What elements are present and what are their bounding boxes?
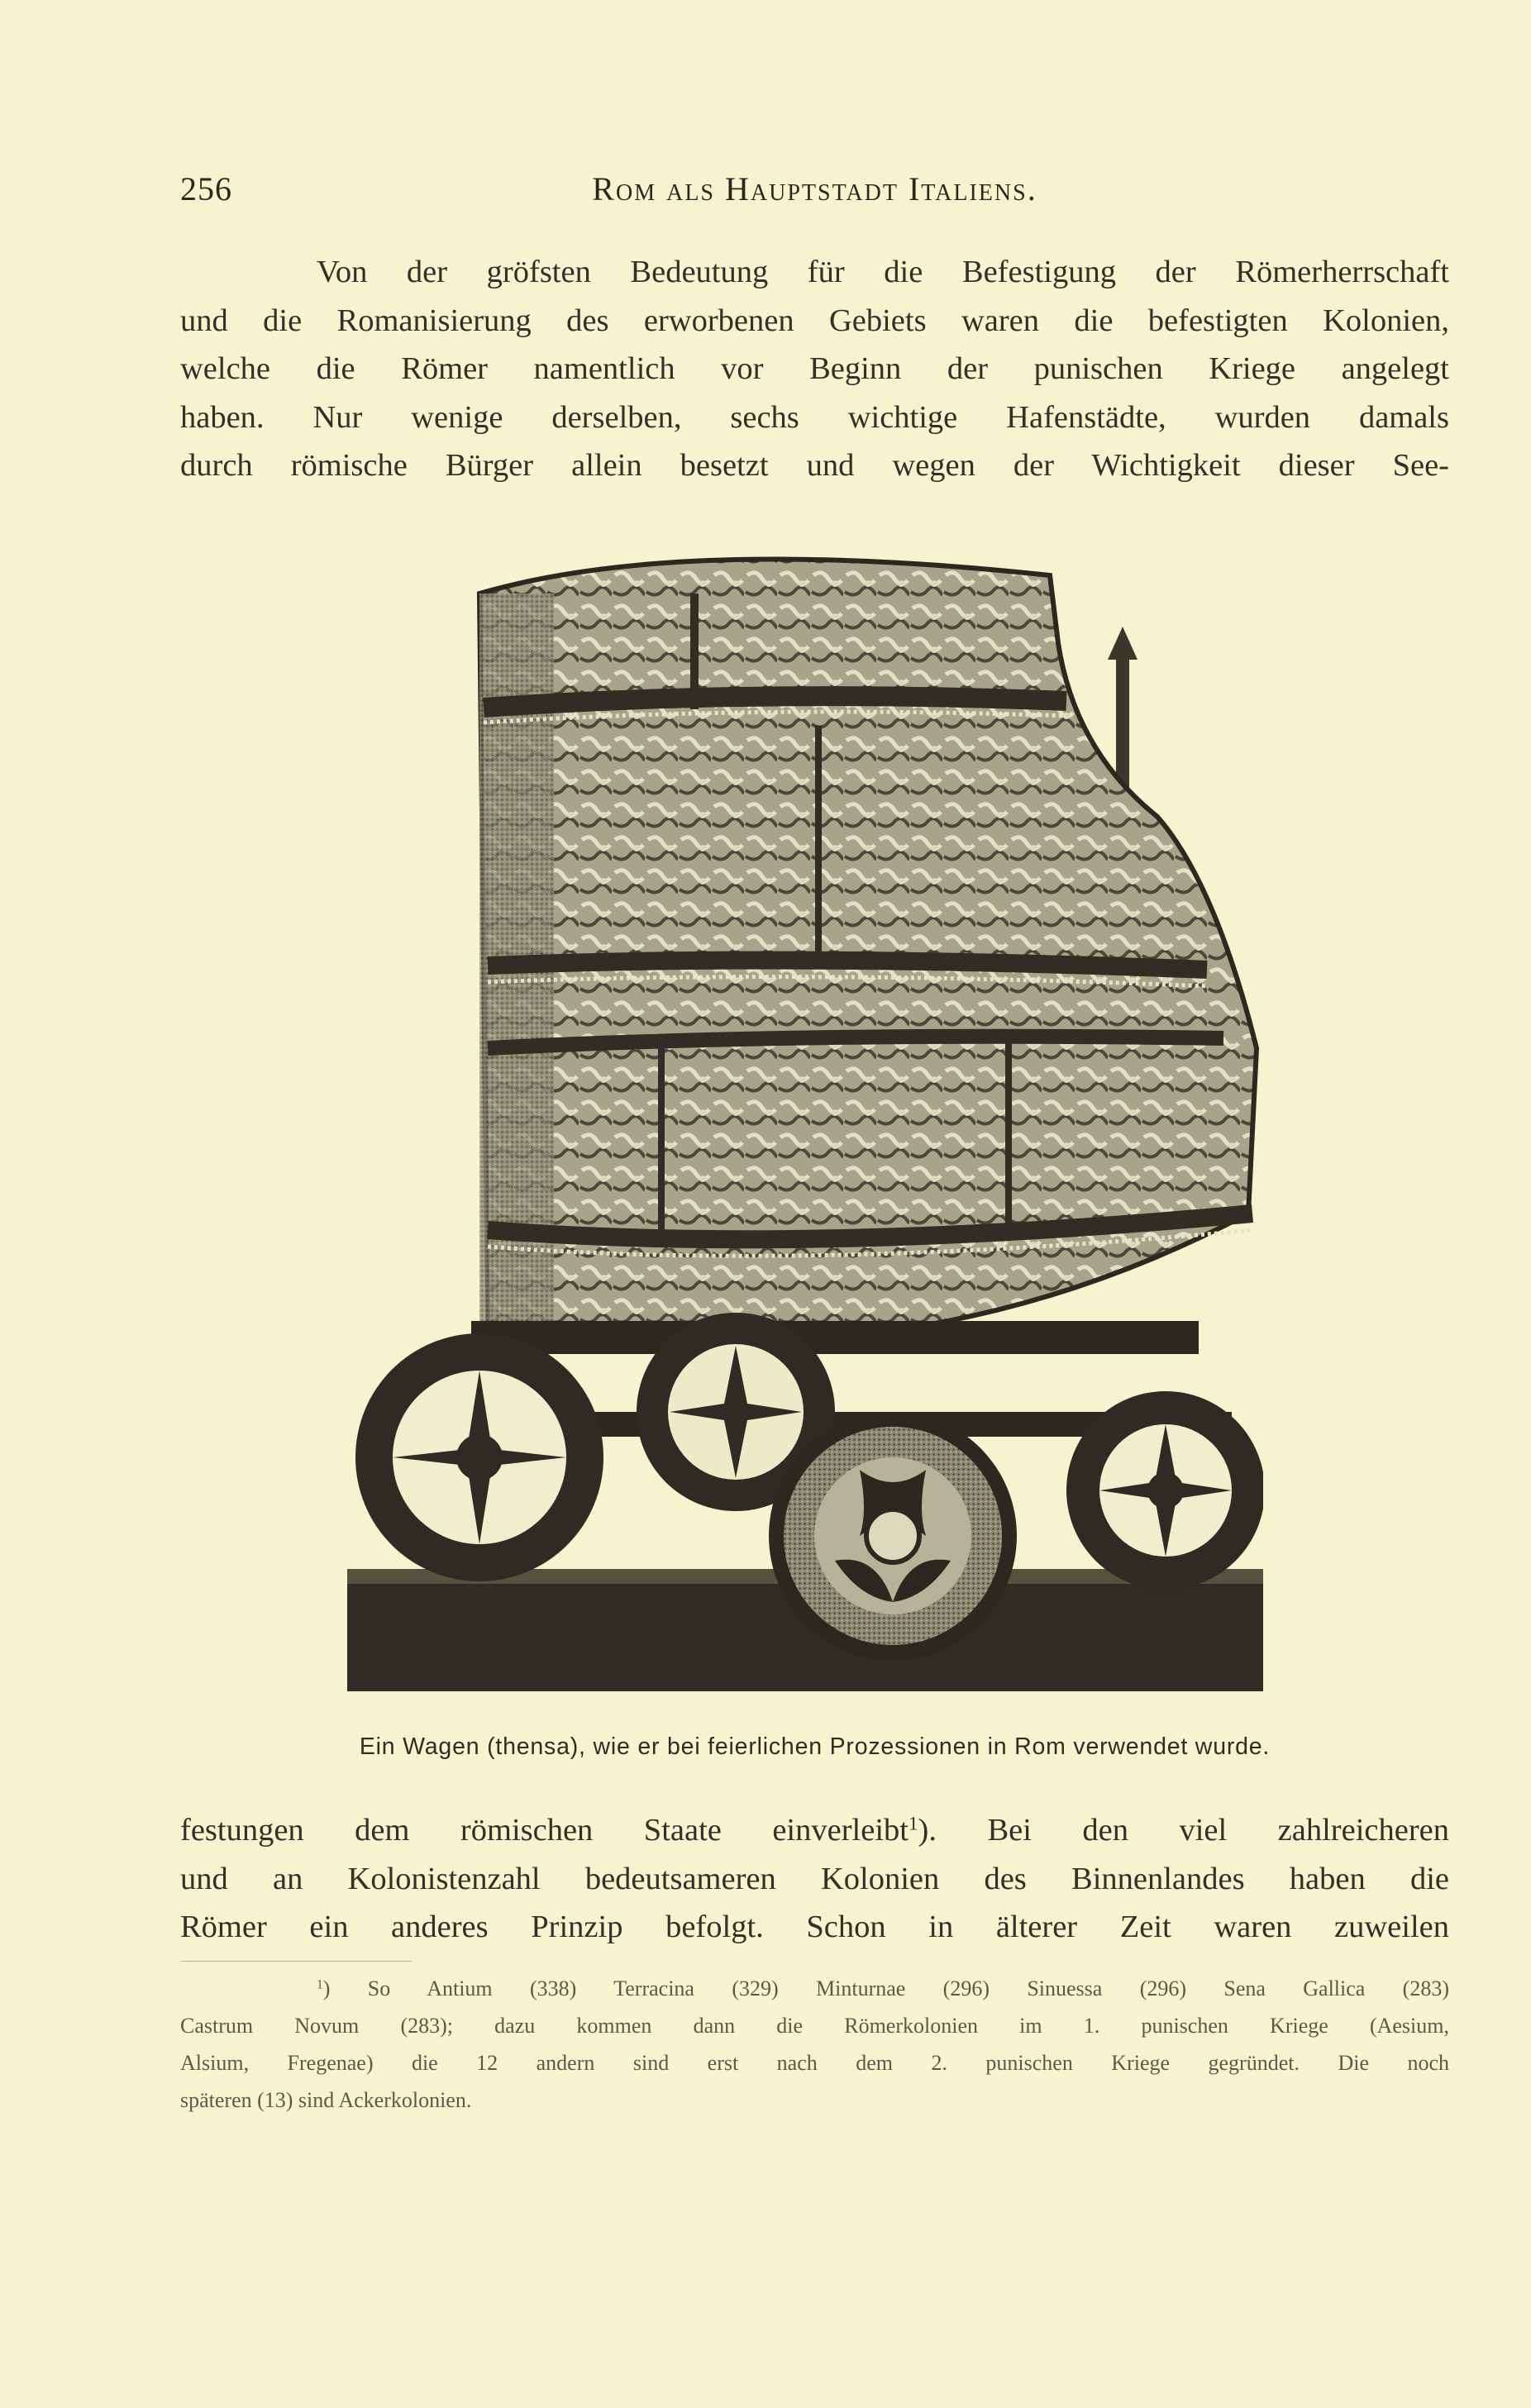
text-line: und die Romanisierung des erworbenen Gebiets waren die befestigten Kolonien, (180, 303, 1449, 338)
footnote-divider (180, 1961, 412, 1962)
wheel-right (1066, 1391, 1263, 1590)
text-line: welche die Römer namentlich vor Beginn der punischen Kriege angelegt (180, 351, 1449, 386)
text-segment: ) So Antium (338) Terracina (329) Minturnae (296) Sinuessa (296) Sena Gallica (283) (322, 1976, 1449, 2000)
figure-caption: Ein Wagen (thensa), wie er bei feierlichen Prozessionen in Rom verwendet wurde. (359, 1733, 1271, 1760)
text-line: und an Kolonistenzahl bedeutsameren Kolonien des Binnenlandes haben die (180, 1861, 1449, 1896)
footnote-marker: 1 (317, 1977, 323, 1992)
footnote-line: Alsium, Fregenae) die 12 andern sind erst nach dem 2. punischen Kriege gegründet. Die noch (180, 2051, 1449, 2075)
wheel-front (769, 1412, 1017, 1660)
text-line: haben. Nur wenige derselben, sechs wichtige Hafenstädte, wurden damals (180, 399, 1449, 435)
text-line: Römer ein anderes Prinzip befolgt. Schon in älterer Zeit waren zuweilen (180, 1910, 1449, 1944)
text-segment: festungen dem römischen Staate einverleibt (180, 1813, 909, 1848)
wheel-left (355, 1333, 603, 1581)
running-title: Rom als Hauptstadt Italiens. (592, 170, 1037, 207)
running-head (180, 169, 1449, 219)
footnote-line (180, 1970, 1449, 2007)
text-line: durch römische Bürger allein besetzt und wegen der Wichtigkeit dieser See- (180, 448, 1449, 483)
text-line (180, 1806, 1449, 1855)
footnote-line: Castrum Novum (283); dazu kommen dann die Römerkolonien im 1. punischen Kriege (Aesium, (180, 2014, 1449, 2038)
footnote-line: späteren (13) sind Ackerkolonien. (180, 2088, 472, 2112)
paragraph-top (180, 248, 1449, 490)
footnote-reference: 1 (908, 1812, 918, 1834)
text-line: Von der gröfsten Bedeutung für die Befestigung der Römerherrschaft (317, 255, 1449, 289)
paragraph-bottom (180, 1806, 1449, 1952)
chariot-photograph (347, 536, 1263, 1691)
text-segment: ). Bei den viel zahlreicheren (918, 1813, 1449, 1848)
page-number: 256 (180, 170, 232, 207)
footnote (180, 1970, 1449, 2119)
